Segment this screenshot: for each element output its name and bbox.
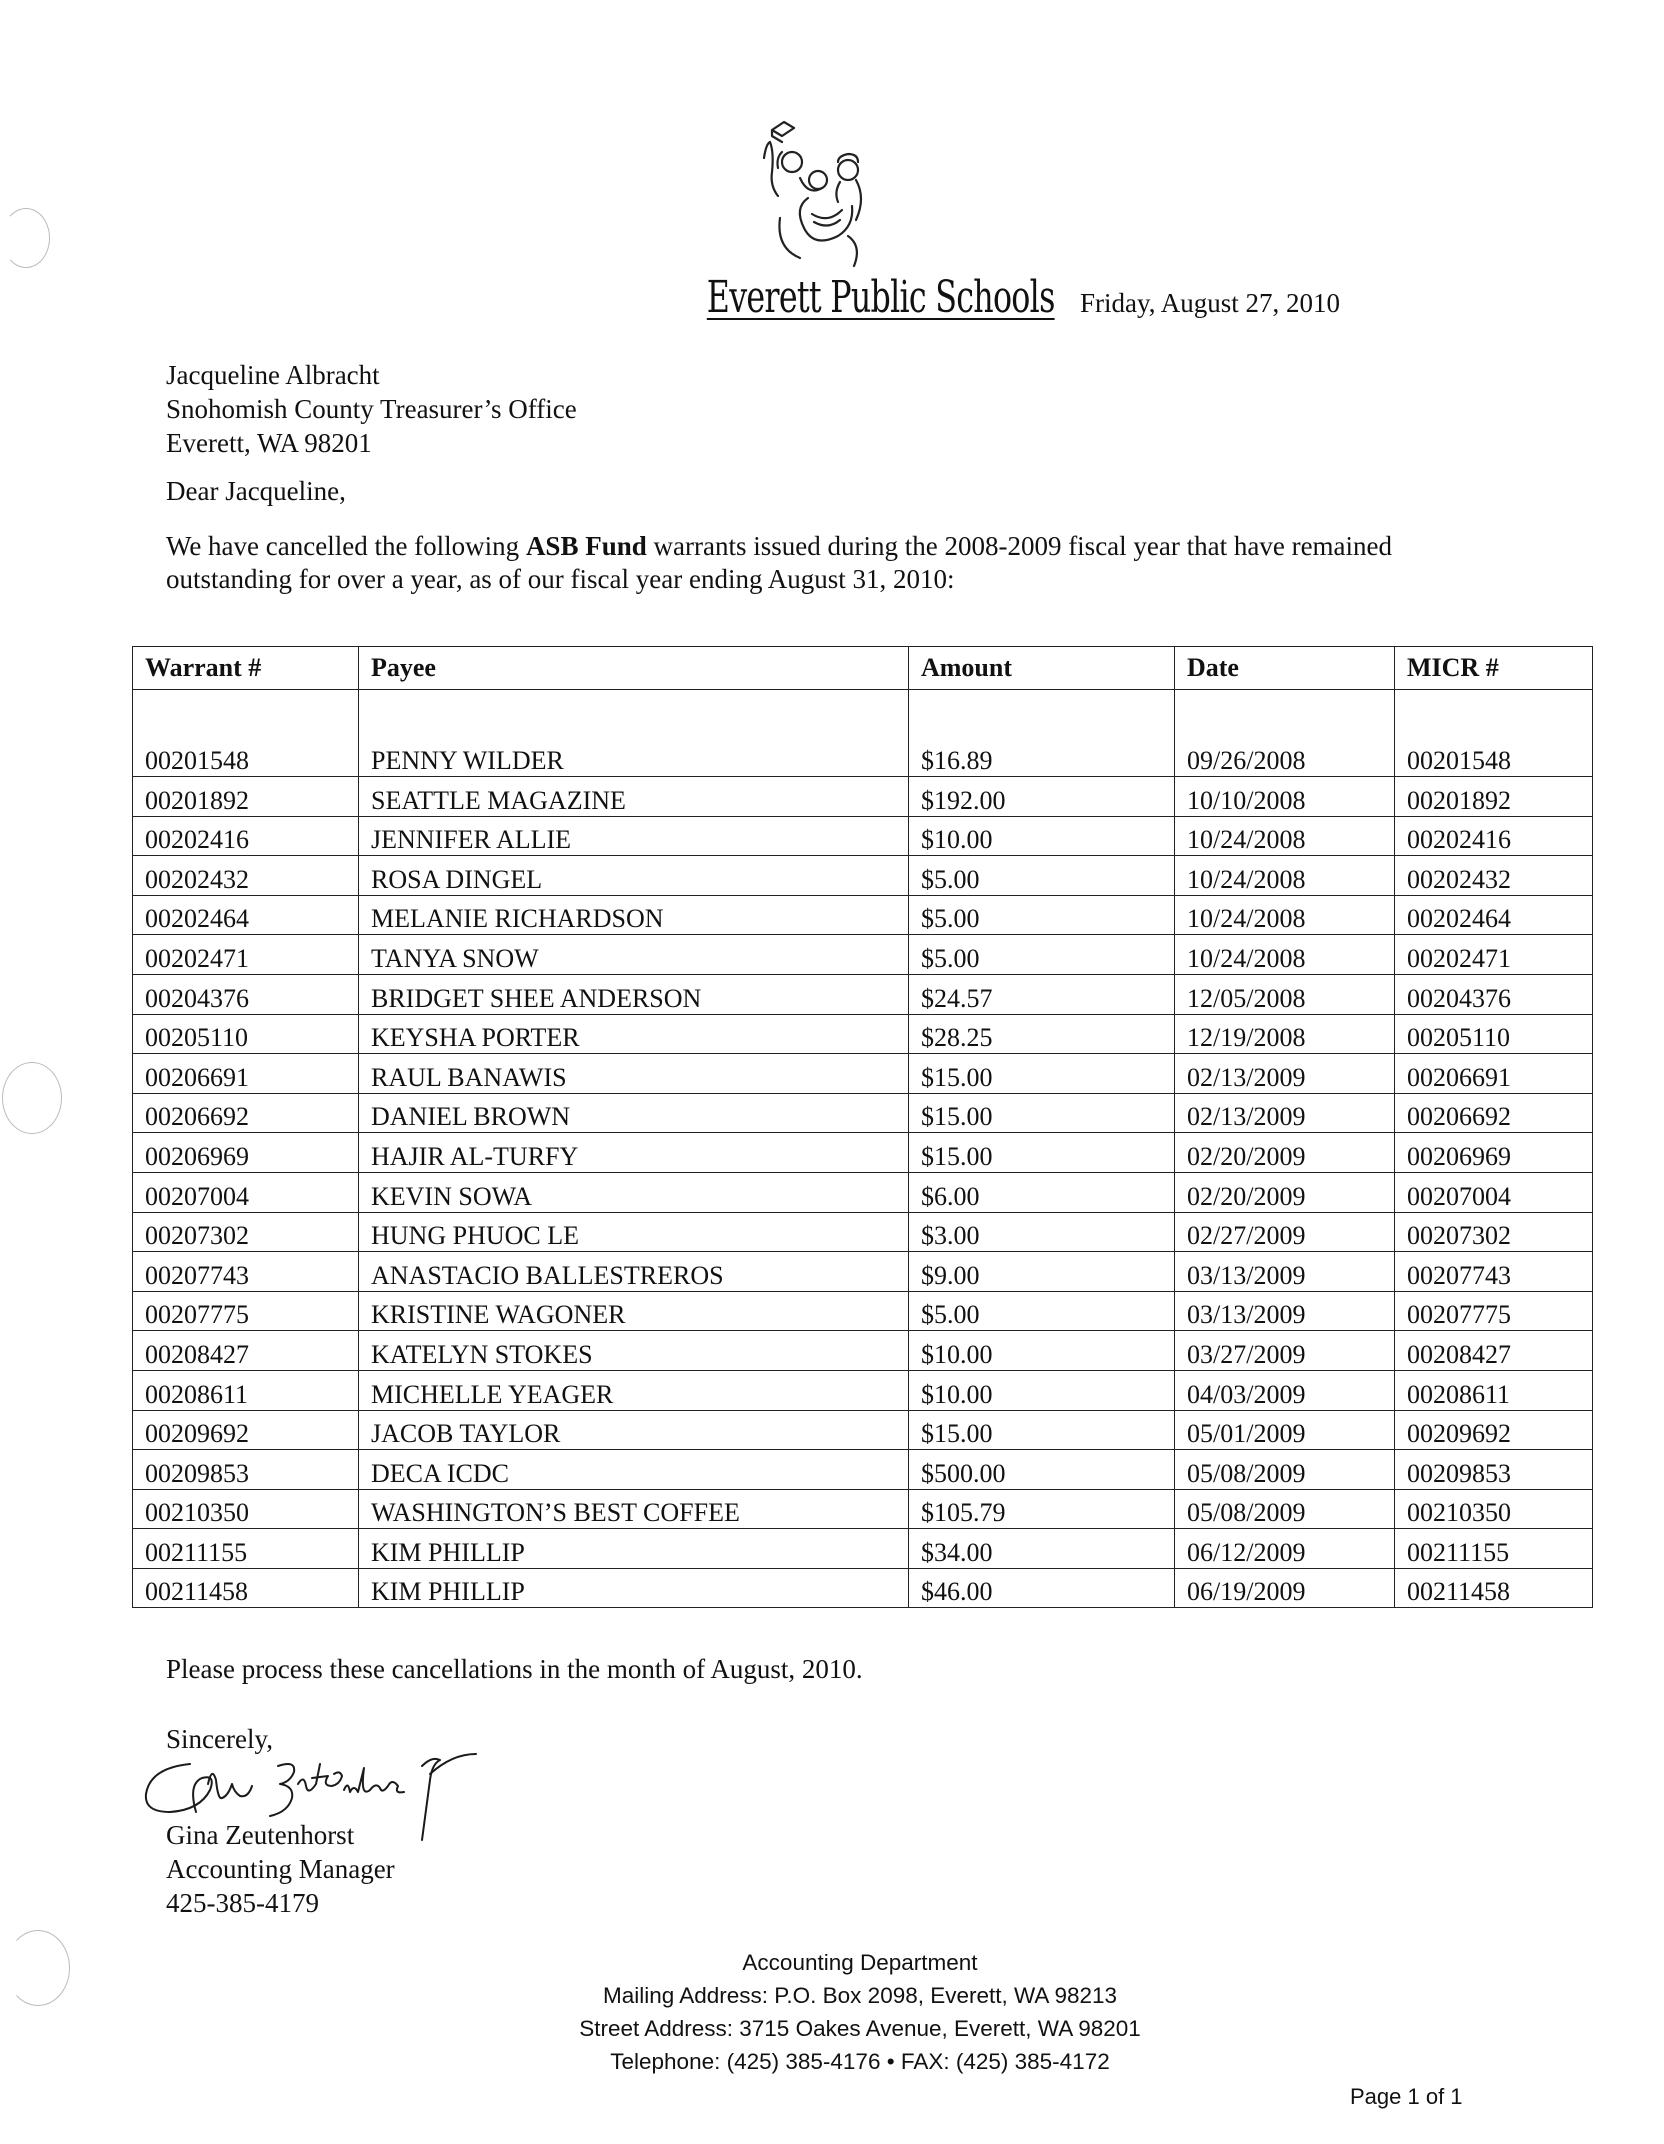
- footer-department: Accounting Department: [742, 1950, 978, 1975]
- amount-cell: $10.00: [909, 816, 1175, 856]
- micr-number-cell: 00206969: [1395, 1133, 1593, 1173]
- warrant-number-cell: 00207775: [133, 1291, 359, 1331]
- body-intro: We have cancelled the following: [166, 531, 526, 561]
- date-cell: 03/27/2009: [1175, 1331, 1395, 1371]
- table-row: [133, 1291, 1593, 1331]
- payee-cell: KIM PHILLIP: [359, 1568, 909, 1608]
- payee-cell: ANASTACIO BALLESTREROS: [359, 1252, 909, 1292]
- warrant-number-cell: 00204376: [133, 974, 359, 1014]
- table-row: [133, 1568, 1593, 1608]
- salutation: Dear Jacqueline,: [166, 476, 346, 506]
- payee-cell: MICHELLE YEAGER: [359, 1370, 909, 1410]
- punch-hole-mark: [2, 1062, 62, 1134]
- date-cell: 12/19/2008: [1175, 1014, 1395, 1054]
- warrant-number-cell: 00207743: [133, 1252, 359, 1292]
- micr-number-cell: 00209853: [1395, 1450, 1593, 1490]
- table-row: [133, 1370, 1593, 1410]
- table-row: [133, 1450, 1593, 1490]
- table-row: [133, 895, 1593, 935]
- micr-number-cell: 00202416: [1395, 816, 1593, 856]
- amount-cell: $5.00: [909, 935, 1175, 975]
- table-row: [133, 974, 1593, 1014]
- table-row: [133, 1093, 1593, 1133]
- payee-cell: DECA ICDC: [359, 1450, 909, 1490]
- recipient-address: [166, 358, 577, 460]
- date-cell: 12/05/2008: [1175, 974, 1395, 1014]
- body-rest: warrants issued during the 2008-2009 fiscal year that have remained outstanding for over a year, as of our fiscal year ending August 31, 2010:: [166, 531, 1393, 594]
- table-row: [133, 1489, 1593, 1529]
- table-row: [133, 1252, 1593, 1292]
- footer-mailing-address: Mailing Address: P.O. Box 2098, Everett, WA 98213: [602, 1983, 1118, 2008]
- payee-cell: KEVIN SOWA: [359, 1172, 909, 1212]
- payee-cell: JACOB TAYLOR: [359, 1410, 909, 1450]
- amount-cell: $15.00: [909, 1093, 1175, 1133]
- micr-number-cell: 00201892: [1395, 777, 1593, 817]
- table-header-row: [133, 647, 1593, 690]
- micr-number-cell: 00204376: [1395, 974, 1593, 1014]
- micr-number-cell: 00202471: [1395, 935, 1593, 975]
- warrant-number-cell: 00201548: [133, 690, 359, 777]
- amount-cell: $192.00: [909, 777, 1175, 817]
- signer-title: Accounting Manager: [166, 1854, 395, 1884]
- column-header: MICR #: [1395, 647, 1593, 690]
- warrant-number-cell: 00208427: [133, 1331, 359, 1371]
- date-cell: 10/24/2008: [1175, 935, 1395, 975]
- micr-number-cell: 00207302: [1395, 1212, 1593, 1252]
- amount-cell: $6.00: [909, 1172, 1175, 1212]
- date-cell: 05/01/2009: [1175, 1410, 1395, 1450]
- micr-number-cell: 00211458: [1395, 1568, 1593, 1608]
- micr-number-cell: 00208427: [1395, 1331, 1593, 1371]
- signer-phone: 425-385-4179: [166, 1888, 319, 1918]
- recipient-office: Snohomish County Treasurer’s Office: [166, 394, 577, 424]
- micr-number-cell: 00210350: [1395, 1489, 1593, 1529]
- payee-cell: BRIDGET SHEE ANDERSON: [359, 974, 909, 1014]
- figures-reading-logo-icon: [752, 118, 892, 283]
- table-row: [133, 1172, 1593, 1212]
- warrant-number-cell: 00206692: [133, 1093, 359, 1133]
- letter-date: Friday, August 27, 2010: [1080, 288, 1341, 318]
- amount-cell: $28.25: [909, 1014, 1175, 1054]
- table-row: [133, 1133, 1593, 1173]
- payee-cell: SEATTLE MAGAZINE: [359, 777, 909, 817]
- payee-cell: JENNIFER ALLIE: [359, 816, 909, 856]
- warrant-number-cell: 00207302: [133, 1212, 359, 1252]
- amount-cell: $9.00: [909, 1252, 1175, 1292]
- signer-name: Gina Zeutenhorst: [166, 1820, 355, 1850]
- micr-number-cell: 00206691: [1395, 1054, 1593, 1094]
- payee-cell: MELANIE RICHARDSON: [359, 895, 909, 935]
- date-cell: 05/08/2009: [1175, 1489, 1395, 1529]
- date-cell: 06/19/2009: [1175, 1568, 1395, 1608]
- micr-number-cell: 00202432: [1395, 856, 1593, 896]
- date-cell: 02/27/2009: [1175, 1212, 1395, 1252]
- table-row: [133, 1014, 1593, 1054]
- warrant-number-cell: 00209853: [133, 1450, 359, 1490]
- date-cell: 03/13/2009: [1175, 1252, 1395, 1292]
- micr-number-cell: 00211155: [1395, 1529, 1593, 1569]
- table-row: [133, 1331, 1593, 1371]
- warrant-number-cell: 00209692: [133, 1410, 359, 1450]
- micr-number-cell: 00201548: [1395, 690, 1593, 777]
- payee-cell: WASHINGTON’S BEST COFFEE: [359, 1489, 909, 1529]
- table-row: [133, 1054, 1593, 1094]
- amount-cell: $10.00: [909, 1331, 1175, 1371]
- table-row: [133, 816, 1593, 856]
- micr-number-cell: 00205110: [1395, 1014, 1593, 1054]
- micr-number-cell: 00207775: [1395, 1291, 1593, 1331]
- amount-cell: $500.00: [909, 1450, 1175, 1490]
- org-name: Everett Public Schools: [706, 272, 1055, 323]
- payee-cell: RAUL BANAWIS: [359, 1054, 909, 1094]
- micr-number-cell: 00202464: [1395, 895, 1593, 935]
- warrant-number-cell: 00202432: [133, 856, 359, 896]
- date-cell: 10/24/2008: [1175, 895, 1395, 935]
- micr-number-cell: 00206692: [1395, 1093, 1593, 1133]
- warrant-number-cell: 00202416: [133, 816, 359, 856]
- amount-cell: $24.57: [909, 974, 1175, 1014]
- table-row: [133, 1529, 1593, 1569]
- date-cell: 09/26/2008: [1175, 690, 1395, 777]
- amount-cell: $105.79: [909, 1489, 1175, 1529]
- warrant-number-cell: 00208611: [133, 1370, 359, 1410]
- warrant-number-cell: 00207004: [133, 1172, 359, 1212]
- recipient-city: Everett, WA 98201: [166, 428, 372, 458]
- signer-block: [166, 1818, 395, 1920]
- page-number: Page 1 of 1: [1350, 2084, 1463, 2109]
- warrant-number-cell: 00202471: [133, 935, 359, 975]
- micr-number-cell: 00208611: [1395, 1370, 1593, 1410]
- amount-cell: $46.00: [909, 1568, 1175, 1608]
- date-cell: 02/13/2009: [1175, 1093, 1395, 1133]
- payee-cell: KRISTINE WAGONER: [359, 1291, 909, 1331]
- payee-cell: HUNG PHUOC LE: [359, 1212, 909, 1252]
- recipient-name: Jacqueline Albracht: [166, 360, 380, 390]
- warrant-number-cell: 00201892: [133, 777, 359, 817]
- payee-cell: ROSA DINGEL: [359, 856, 909, 896]
- table-row: [133, 777, 1593, 817]
- payee-cell: KEYSHA PORTER: [359, 1014, 909, 1054]
- column-header: Payee: [359, 647, 909, 690]
- fund-name: ASB Fund: [525, 531, 647, 561]
- date-cell: 10/24/2008: [1175, 816, 1395, 856]
- amount-cell: $34.00: [909, 1529, 1175, 1569]
- micr-number-cell: 00207004: [1395, 1172, 1593, 1212]
- payee-cell: HAJIR AL-TURFY: [359, 1133, 909, 1173]
- warrant-number-cell: 00206969: [133, 1133, 359, 1173]
- date-cell: 05/08/2009: [1175, 1450, 1395, 1490]
- table-row: [133, 856, 1593, 896]
- footer-telephone: Telephone: (425) 385-4176 • FAX: (425) 385-4172: [610, 2049, 1110, 2074]
- payee-cell: KATELYN STOKES: [359, 1331, 909, 1371]
- amount-cell: $3.00: [909, 1212, 1175, 1252]
- footer-street-address: Street Address: 3715 Oakes Avenue, Everett, WA 98201: [579, 2016, 1141, 2041]
- payee-cell: PENNY WILDER: [359, 690, 909, 777]
- date-cell: 06/12/2009: [1175, 1529, 1395, 1569]
- date-cell: 10/10/2008: [1175, 777, 1395, 817]
- amount-cell: $15.00: [909, 1133, 1175, 1173]
- date-cell: 04/03/2009: [1175, 1370, 1395, 1410]
- table-row: [133, 935, 1593, 975]
- table-row: [133, 1410, 1593, 1450]
- table-row: [133, 1212, 1593, 1252]
- amount-cell: $5.00: [909, 856, 1175, 896]
- column-header: Date: [1175, 647, 1395, 690]
- amount-cell: $15.00: [909, 1054, 1175, 1094]
- date-cell: 02/13/2009: [1175, 1054, 1395, 1094]
- warrant-number-cell: 00211155: [133, 1529, 359, 1569]
- warrant-number-cell: 00206691: [133, 1054, 359, 1094]
- sincerely: Sincerely,: [166, 1724, 273, 1754]
- body-paragraph: [166, 530, 1496, 596]
- warrant-number-cell: 00205110: [133, 1014, 359, 1054]
- table-row: [133, 690, 1593, 777]
- column-header: Warrant #: [133, 647, 359, 690]
- micr-number-cell: 00207743: [1395, 1252, 1593, 1292]
- warrant-number-cell: 00210350: [133, 1489, 359, 1529]
- amount-cell: $10.00: [909, 1370, 1175, 1410]
- date-cell: 02/20/2009: [1175, 1172, 1395, 1212]
- date-cell: 10/24/2008: [1175, 856, 1395, 896]
- amount-cell: $16.89: [909, 690, 1175, 777]
- payee-cell: KIM PHILLIP: [359, 1529, 909, 1569]
- punch-hole-mark: [6, 1930, 70, 2006]
- date-cell: 03/13/2009: [1175, 1291, 1395, 1331]
- micr-number-cell: 00209692: [1395, 1410, 1593, 1450]
- payee-cell: TANYA SNOW: [359, 935, 909, 975]
- closing-note: Please process these cancellations in the month of August, 2010.: [166, 1654, 863, 1684]
- column-header: Amount: [909, 647, 1175, 690]
- payee-cell: DANIEL BROWN: [359, 1093, 909, 1133]
- warrant-number-cell: 00202464: [133, 895, 359, 935]
- warrant-table: [132, 646, 1593, 1608]
- warrant-number-cell: 00211458: [133, 1568, 359, 1608]
- punch-hole-mark: [2, 208, 50, 268]
- amount-cell: $5.00: [909, 895, 1175, 935]
- footer: [0, 1946, 1664, 2078]
- amount-cell: $15.00: [909, 1410, 1175, 1450]
- date-cell: 02/20/2009: [1175, 1133, 1395, 1173]
- amount-cell: $5.00: [909, 1291, 1175, 1331]
